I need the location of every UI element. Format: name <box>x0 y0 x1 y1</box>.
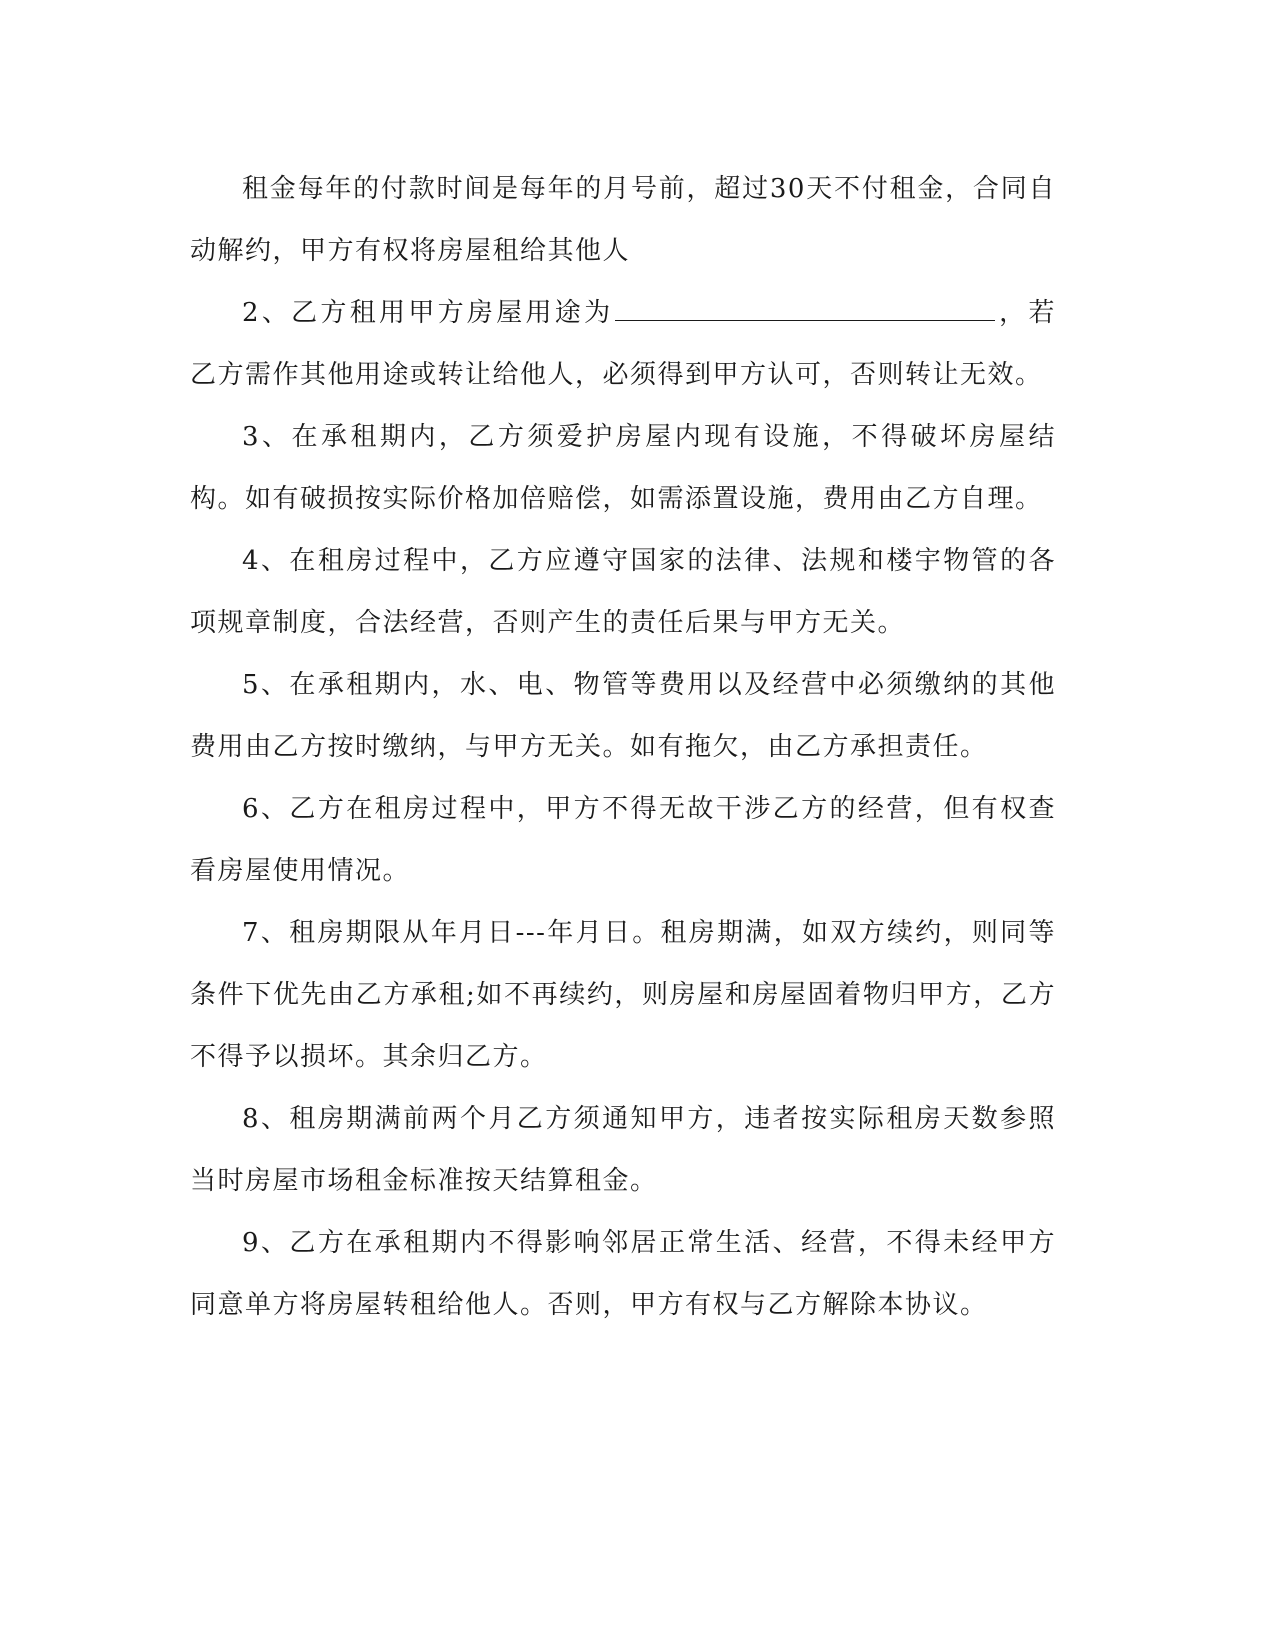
paragraph-facilities-clause: 3、在承租期内，乙方须爱护房屋内现有设施，不得破坏房屋结构。如有破损按实际价格加倍赔偿，如需添置设施，费用由乙方自理。 <box>190 422 1056 514</box>
usage-blank-line <box>615 294 995 321</box>
paragraph-sublease-clause: 9、乙方在承租期内不得影响邻居正常生活、经营，不得未经甲方同意单方将房屋转租给他人。否则，甲方有权与乙方解除本协议。 <box>190 1228 1056 1320</box>
paragraph-law-compliance: 4、在租房过程中，乙方应遵守国家的法律、法规和楼宇物管的各项规章制度，合法经营，否则产生的责任后果与甲方无关。 <box>190 546 1056 638</box>
document-body <box>190 158 1056 1336</box>
usage-clause-tail: ，若乙方需作其他用途或转让给他人，必须得到甲方认可，否则转让无效。 <box>190 298 1056 390</box>
paragraph-notice-period: 8、租房期满前两个月乙方须通知甲方，违者按实际租房天数参照当时房屋市场租金标准按天结算租金。 <box>190 1104 1056 1196</box>
paragraph-usage-clause <box>190 282 1056 406</box>
paragraph-rent-payment: 租金每年的付款时间是每年的月号前，超过30天不付租金，合同自动解约，甲方有权将房屋租给其他人 <box>190 174 1056 266</box>
usage-clause-lead: 2、乙方租用甲方房屋用途为 <box>242 298 614 328</box>
paragraph-non-interference: 6、乙方在租房过程中，甲方不得无故干涉乙方的经营，但有权查看房屋使用情况。 <box>190 794 1056 886</box>
paragraph-utility-fees: 5、在承租期内，水、电、物管等费用以及经营中必须缴纳的其他费用由乙方按时缴纳，与甲方无关。如有拖欠，由乙方承担责任。 <box>190 670 1056 762</box>
paragraph-lease-term: 7、租房期限从年月日---年月日。租房期满，如双方续约，则同等条件下优先由乙方承租;如不再续约，则房屋和房屋固着物归甲方，乙方不得予以损坏。其余归乙方。 <box>190 918 1056 1072</box>
